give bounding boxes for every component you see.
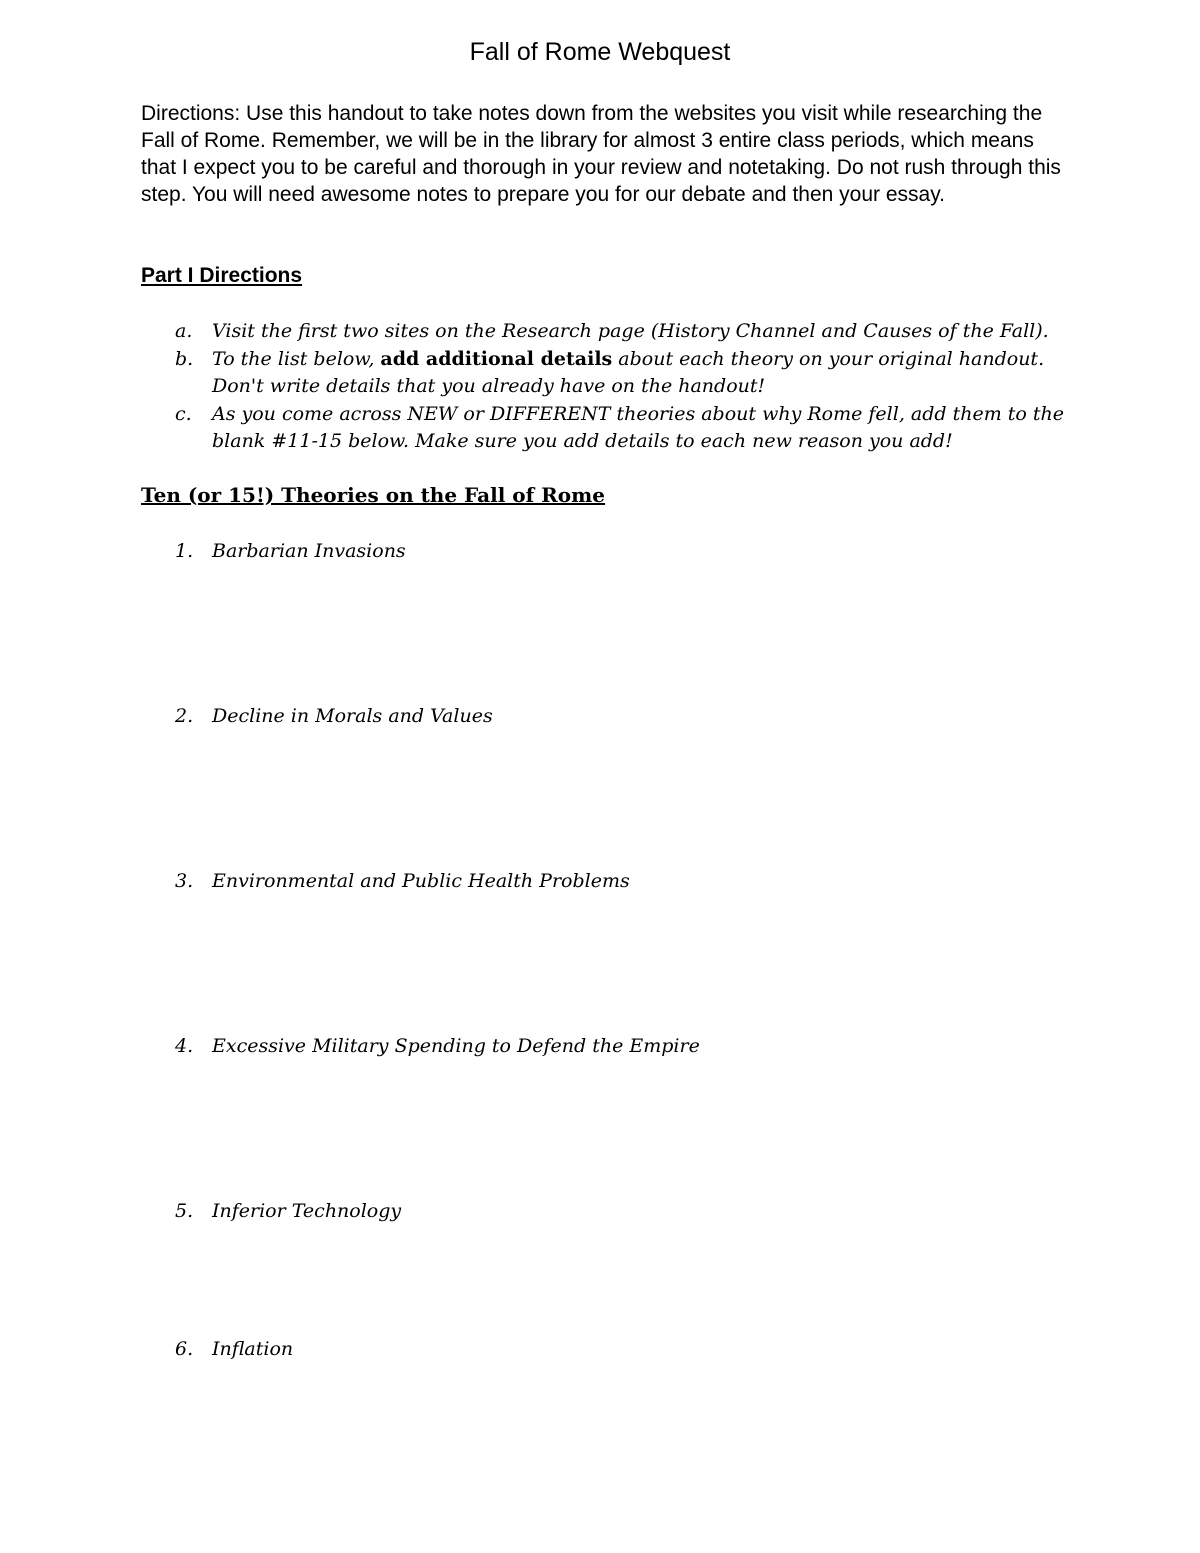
step-text-before: To the list below, xyxy=(212,347,381,370)
theory-text: Inflation xyxy=(212,1338,294,1360)
theory-item-2 xyxy=(141,703,1071,730)
step-text-after: about each theory on your original handout. Don't write details that you already have on the handout! xyxy=(212,347,1045,397)
part-one-steps xyxy=(141,318,1071,456)
theory-number: 3. xyxy=(175,870,194,892)
theory-number: 2. xyxy=(175,705,194,727)
step-item-c xyxy=(141,401,1071,456)
step-marker: c. xyxy=(175,402,192,425)
theory-text: Barbarian Invasions xyxy=(212,540,406,562)
step-marker: a. xyxy=(175,320,193,342)
step-text: As you come across NEW or DIFFERENT theories about why Rome fell, add them to the blank #11-15 below. Make sure you add details to each new reason you add! xyxy=(212,402,1064,452)
theory-item-1 xyxy=(141,538,1071,565)
theories-heading: Ten (or 15!) Theories on the Fall of Rome xyxy=(141,483,606,507)
step-item-b xyxy=(141,346,1071,401)
theory-number: 5. xyxy=(175,1200,194,1222)
step-marker: b. xyxy=(175,347,194,370)
part-one-heading: Part I Directions xyxy=(141,264,303,287)
theory-item-5 xyxy=(141,1198,1071,1225)
step-text-emphasis: add additional details xyxy=(380,347,613,370)
document-title: Fall of Rome Webquest xyxy=(469,38,731,66)
theory-number: 4. xyxy=(175,1035,194,1057)
theory-text: Inferior Technology xyxy=(212,1200,402,1222)
theory-number: 1. xyxy=(175,540,194,562)
theory-item-4 xyxy=(141,1033,1071,1060)
theory-number: 6. xyxy=(175,1338,194,1360)
step-item-a xyxy=(141,318,1071,346)
directions-paragraph: Directions: Use this handout to take notes down from the websites you visit while researching the Fall of Rome. Remember, we will be in the library for almost 3 entire class periods, which means that I expect you to be careful and thorough in your review and notetaking. Do not rush through this step. You will need awesome notes to prepare you for our debate and then your essay. xyxy=(141,102,1061,206)
step-text: Visit the first two sites on the Research page (History Channel and Causes of the Fall). xyxy=(212,320,1049,342)
theory-text: Decline in Morals and Values xyxy=(212,705,493,727)
theory-text: Excessive Military Spending to Defend the Empire xyxy=(212,1035,700,1057)
theory-item-6 xyxy=(141,1336,1071,1363)
theory-text: Environmental and Public Health Problems xyxy=(212,870,630,892)
theory-item-3 xyxy=(141,868,1071,895)
